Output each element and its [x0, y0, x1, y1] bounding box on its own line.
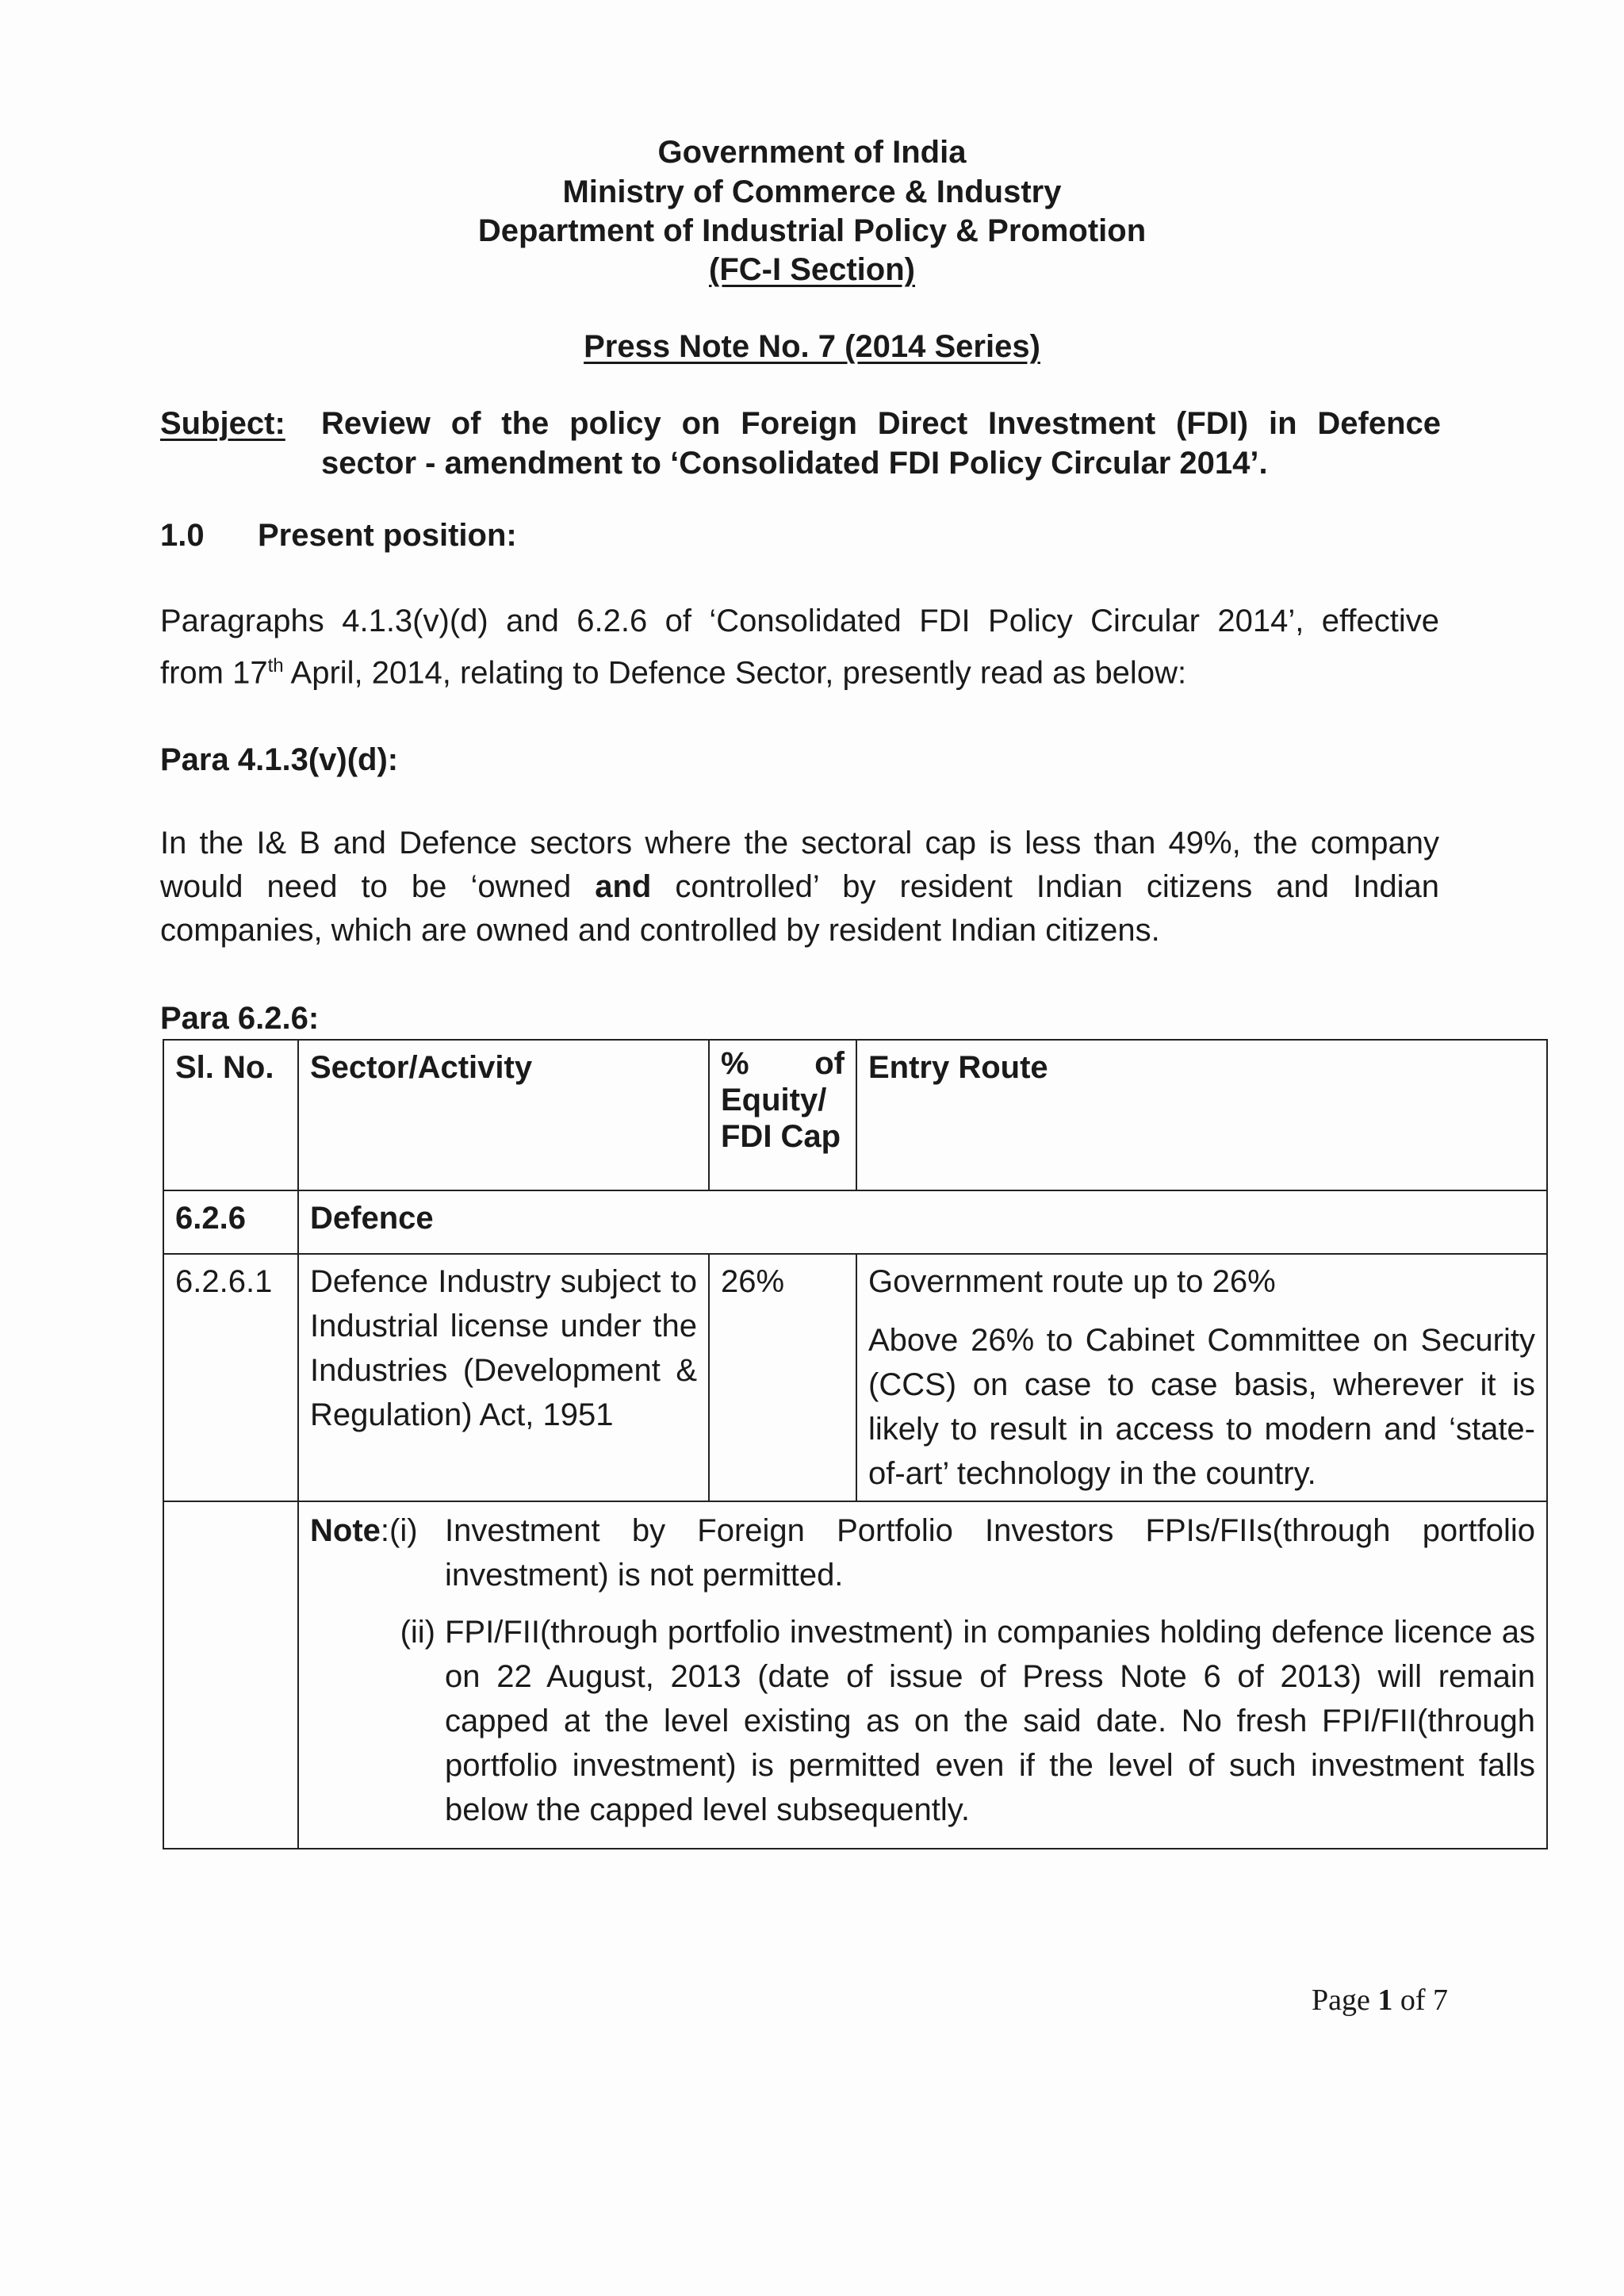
date-text-a: from 17 — [160, 655, 268, 691]
present-position-line-2 — [160, 644, 1439, 695]
section-row-label: Defence — [298, 1190, 1547, 1254]
header-section — [0, 251, 1624, 289]
row-cap: 26% — [709, 1254, 856, 1501]
header-government: Government of India — [657, 135, 967, 170]
para-413-line-3: companies, which are owned and controlled by resident Indian citizens. — [160, 913, 1160, 948]
para-626-heading: Para 6.2.6: — [160, 1001, 320, 1036]
route-ccs: Above 26% to Cabinet Committee on Security (CCS) on case to case basis, wherever it is likely to result in access to modern and ‘state-of-art’ technology in the country. — [868, 1323, 1535, 1491]
note-empty-cell — [163, 1501, 298, 1849]
date-text-b: April, 2014, relating to Defence Sector, presently read as below: — [283, 655, 1187, 691]
header-sector-activity: Sector/Activity — [298, 1040, 709, 1190]
row-activity: Defence Industry subject to Industrial license under the Industries (Development & Regulation) Act, 1951 — [298, 1254, 709, 1501]
header-section-text: (FC-I Section) — [709, 252, 915, 287]
note-label: Note — [310, 1513, 381, 1548]
note-i-number: :(i) — [380, 1513, 418, 1548]
section-number: 1.0 — [160, 518, 205, 553]
note-item-ii — [310, 1610, 1535, 1832]
header-department: Department of Industrial Policy & Promotion — [477, 213, 1147, 248]
header-ministry: Ministry of Commerce & Industry — [562, 174, 1062, 209]
section-row-number: 6.2.6 — [163, 1190, 298, 1254]
header-equity-cap: % of Equity/ FDI Cap — [709, 1040, 856, 1190]
para-413-line-2 — [160, 864, 1439, 909]
subject-line-1: Review of the policy on Foreign Direct Investment (FDI) in Defence — [321, 406, 1441, 441]
note-i-marker — [310, 1508, 445, 1597]
press-note-title — [0, 328, 1624, 366]
note-ii-text: FPI/FII(through portfolio investment) in companies holding defence licence as on 22 August, 2013 (date of issue of Press Note 6 of 2013) will remain capped at the level existing as on the said date. No fresh FPI/FII(through portfolio investment) is permitted even if the level of such investment falls below the capped level subsequently. — [445, 1615, 1535, 1827]
header-entry-route: Entry Route — [856, 1040, 1547, 1190]
para-413-line-1: In the I& B and Defence sectors where the sectoral cap is less than 49%, the company — [160, 826, 1439, 861]
row-number: 6.2.6.1 — [163, 1254, 298, 1501]
table-row — [163, 1254, 1547, 1501]
press-note-text: Press Note No. 7 (2014 Series) — [584, 329, 1040, 364]
defence-policy-table — [163, 1039, 1548, 1849]
route-government: Government route up to 26% — [868, 1264, 1276, 1299]
subject-line-2: sector - amendment to ‘Consolidated FDI Policy Circular 2014’. — [321, 446, 1268, 481]
page-current: 1 — [1377, 1984, 1393, 2017]
para-413-line-2-a: would need to be ‘owned — [160, 869, 596, 904]
page-label: Page — [1311, 1984, 1378, 2017]
note-cell — [298, 1501, 1547, 1849]
subject-label-text: Subject: — [160, 406, 285, 441]
present-position-line-1: Paragraphs 4.1.3(v)(d) and 6.2.6 of ‘Consolidated FDI Policy Circular 2014’, effective — [160, 604, 1439, 638]
note-item-i — [310, 1508, 1535, 1597]
date-superscript: th — [267, 655, 284, 677]
row-entry-route — [856, 1254, 1547, 1501]
page-of: of — [1392, 1984, 1433, 2017]
page-total: 7 — [1433, 1984, 1448, 2017]
section-title: Present position: — [258, 518, 517, 553]
page-number — [1312, 1983, 1448, 2018]
para-413-and-bold: and — [595, 869, 652, 904]
header-sl-no: Sl. No. — [163, 1040, 298, 1190]
table-section-row — [163, 1190, 1547, 1254]
table-note-row — [163, 1501, 1547, 1849]
note-ii-marker: (ii) — [400, 1615, 435, 1650]
para-413-line-2-b: controlled’ by resident Indian citizens and Indian — [651, 869, 1439, 904]
note-i-text: Investment by Foreign Portfolio Investors FPIs/FIIs(through portfolio investment) is not permitted. — [445, 1513, 1535, 1593]
table-header-row — [163, 1040, 1547, 1190]
subject-label — [160, 404, 285, 443]
para-413-heading: Para 4.1.3(v)(d): — [160, 742, 399, 777]
